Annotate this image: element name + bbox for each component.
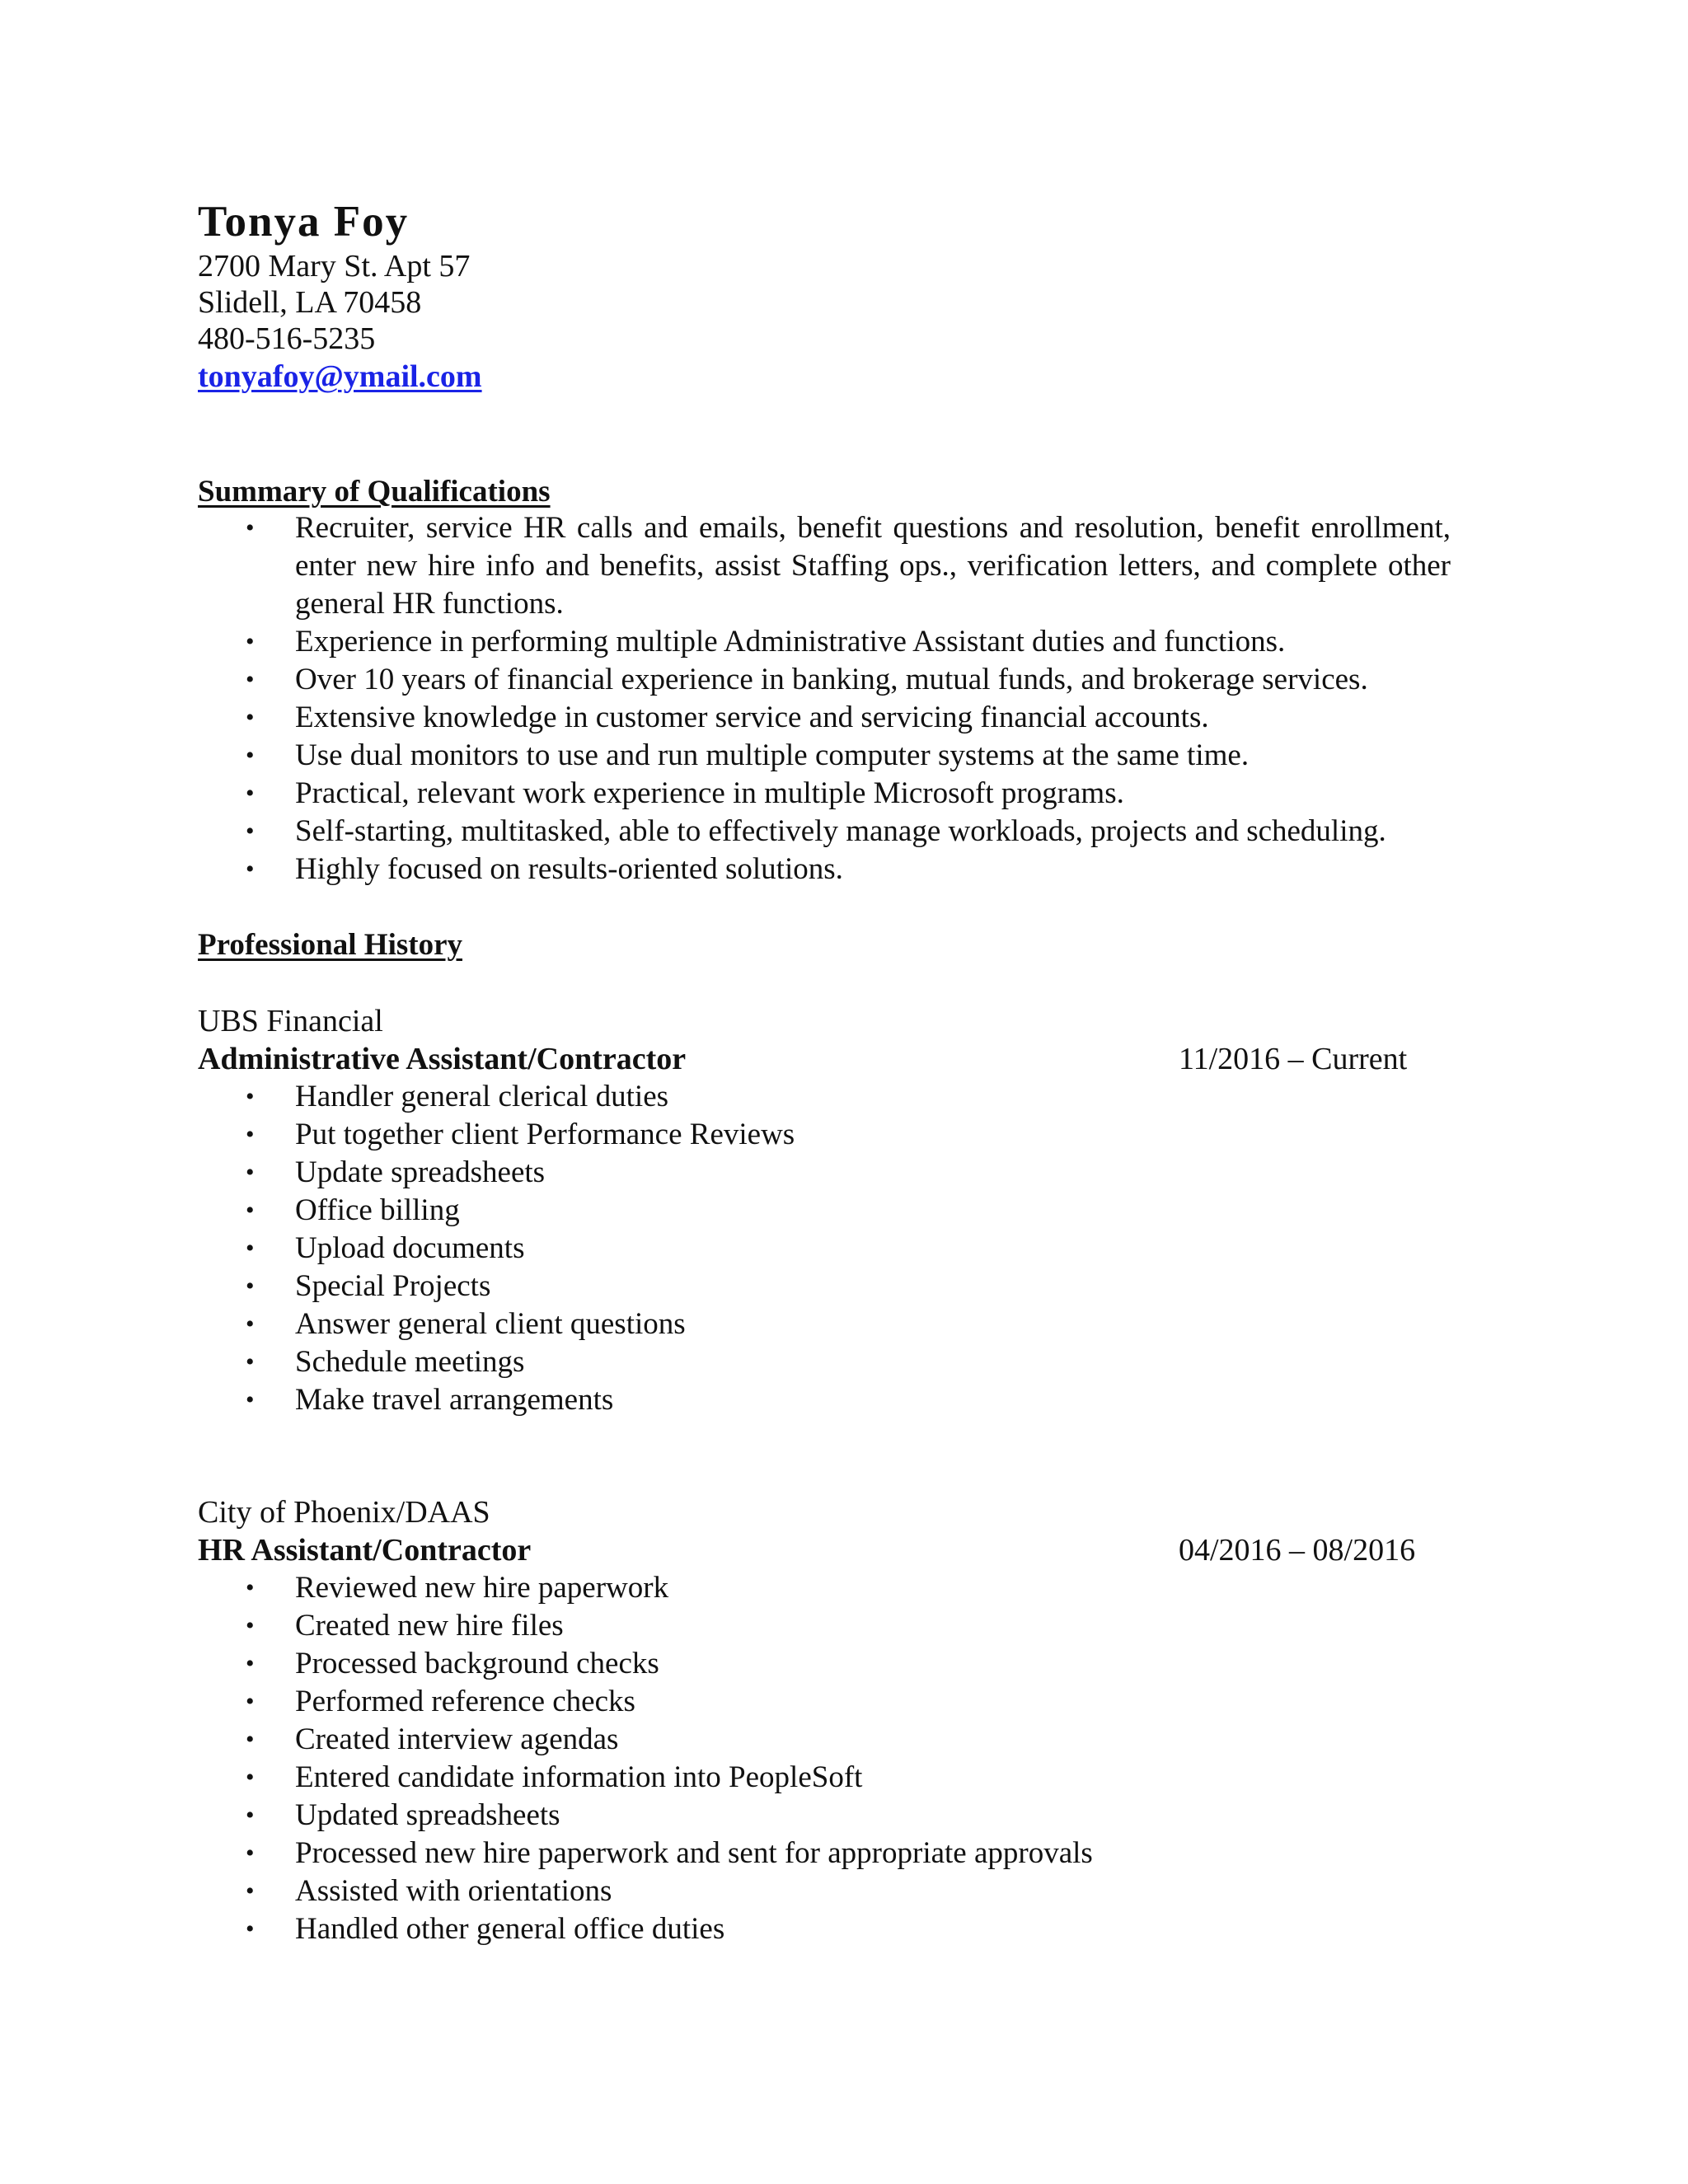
bullet-icon: • xyxy=(246,514,255,541)
bullet-icon: • xyxy=(246,1764,255,1791)
summary-item: • Extensive knowledge in customer service and servicing financial accounts. xyxy=(0,699,1451,737)
bullet-icon: • xyxy=(246,1612,255,1639)
bullet-icon: • xyxy=(246,818,255,845)
duty-item: • Special Projects xyxy=(0,1268,795,1305)
job-duties-list xyxy=(0,1078,795,1419)
bullet-icon: • xyxy=(246,1310,255,1338)
bullet-icon: • xyxy=(246,1121,255,1148)
duty-item: • Processed new hire paperwork and sent for appropriate approvals xyxy=(0,1835,1093,1872)
candidate-name: Tonya Foy xyxy=(198,198,410,246)
duty-item: • Created interview agendas xyxy=(0,1721,1093,1759)
job-dates: 11/2016 – Current xyxy=(1179,1042,1408,1076)
summary-list xyxy=(0,509,1451,888)
job-dates: 04/2016 – 08/2016 xyxy=(1179,1533,1416,1568)
duty-item: • Performed reference checks xyxy=(0,1683,1093,1721)
duty-item: • Handler general clerical duties xyxy=(0,1078,795,1116)
bullet-icon: • xyxy=(246,1840,255,1867)
duty-item: • Schedule meetings xyxy=(0,1343,795,1381)
summary-item: • Experience in performing multiple Administrative Assistant duties and functions. xyxy=(0,623,1451,661)
email-link[interactable]: tonyafoy@ymail.com xyxy=(198,359,482,394)
summary-item: • Use dual monitors to use and run multiple computer systems at the same time. xyxy=(0,737,1451,775)
summary-item: • Recruiter, service HR calls and emails, benefit questions and resolution, benefit enrollment, enter new hire info and benefits, assist Staffing ops., verification letters, and complete other general HR functions. xyxy=(246,511,1451,621)
bullet-icon: • xyxy=(246,1802,255,1829)
duty-item: • Assisted with orientations xyxy=(0,1872,1093,1910)
duty-item: • Processed background checks xyxy=(0,1645,1093,1683)
bullet-icon: • xyxy=(246,628,255,655)
summary-item: • Practical, relevant work experience in multiple Microsoft programs. xyxy=(0,775,1451,813)
bullet-icon: • xyxy=(246,1386,255,1413)
duty-item: • Put together client Performance Reviews xyxy=(0,1116,795,1154)
bullet-icon: • xyxy=(246,1235,255,1262)
job-employer: City of Phoenix/DAAS xyxy=(198,1495,490,1530)
duty-item: • Created new hire files xyxy=(0,1607,1093,1645)
address-line-1: 2700 Mary St. Apt 57 xyxy=(198,249,471,284)
duty-item: • Update spreadsheets xyxy=(0,1154,795,1192)
address-line-2: Slidell, LA 70458 xyxy=(198,285,422,320)
bullet-icon: • xyxy=(246,1348,255,1376)
bullet-icon: • xyxy=(246,1272,255,1300)
bullet-icon: • xyxy=(246,1197,255,1224)
duty-item: • Office billing xyxy=(0,1192,795,1230)
summary-item: • Over 10 years of financial experience in banking, mutual funds, and brokerage services. xyxy=(0,661,1451,699)
duty-item: • Entered candidate information into PeopleSoft xyxy=(0,1759,1093,1797)
bullet-icon: • xyxy=(246,1688,255,1715)
bullet-icon: • xyxy=(246,742,255,769)
summary-item: • Highly focused on results-oriented solutions. xyxy=(0,851,1451,888)
bullet-icon: • xyxy=(246,1726,255,1753)
job-title: Administrative Assistant/Contractor xyxy=(198,1042,687,1076)
duty-item: • Handled other general office duties xyxy=(0,1910,1093,1948)
email-line xyxy=(198,358,482,396)
job-title: HR Assistant/Contractor xyxy=(198,1533,532,1568)
bullet-icon: • xyxy=(246,780,255,807)
duty-item: • Upload documents xyxy=(0,1230,795,1268)
summary-item: • Self-starting, multitasked, able to effectively manage workloads, projects and scheduling. xyxy=(0,813,1451,851)
bullet-icon: • xyxy=(246,855,255,883)
duty-item: • Make travel arrangements xyxy=(0,1381,795,1419)
bullet-icon: • xyxy=(246,1574,255,1601)
bullet-icon: • xyxy=(246,704,255,731)
job-duties-list xyxy=(0,1569,1093,1948)
bullet-icon: • xyxy=(246,1083,255,1110)
duty-item: • Answer general client questions xyxy=(0,1305,795,1343)
bullet-icon: • xyxy=(246,1877,255,1905)
job-employer: UBS Financial xyxy=(198,1004,383,1038)
bullet-icon: • xyxy=(246,1915,255,1943)
bullet-icon: • xyxy=(246,666,255,693)
summary-heading: Summary of Qualifications xyxy=(198,475,551,509)
history-heading: Professional History xyxy=(198,928,462,962)
bullet-icon: • xyxy=(246,1650,255,1677)
bullet-icon: • xyxy=(246,1159,255,1186)
phone-number: 480-516-5235 xyxy=(198,321,376,356)
duty-item: • Reviewed new hire paperwork xyxy=(0,1569,1093,1607)
duty-item: • Updated spreadsheets xyxy=(0,1797,1093,1835)
